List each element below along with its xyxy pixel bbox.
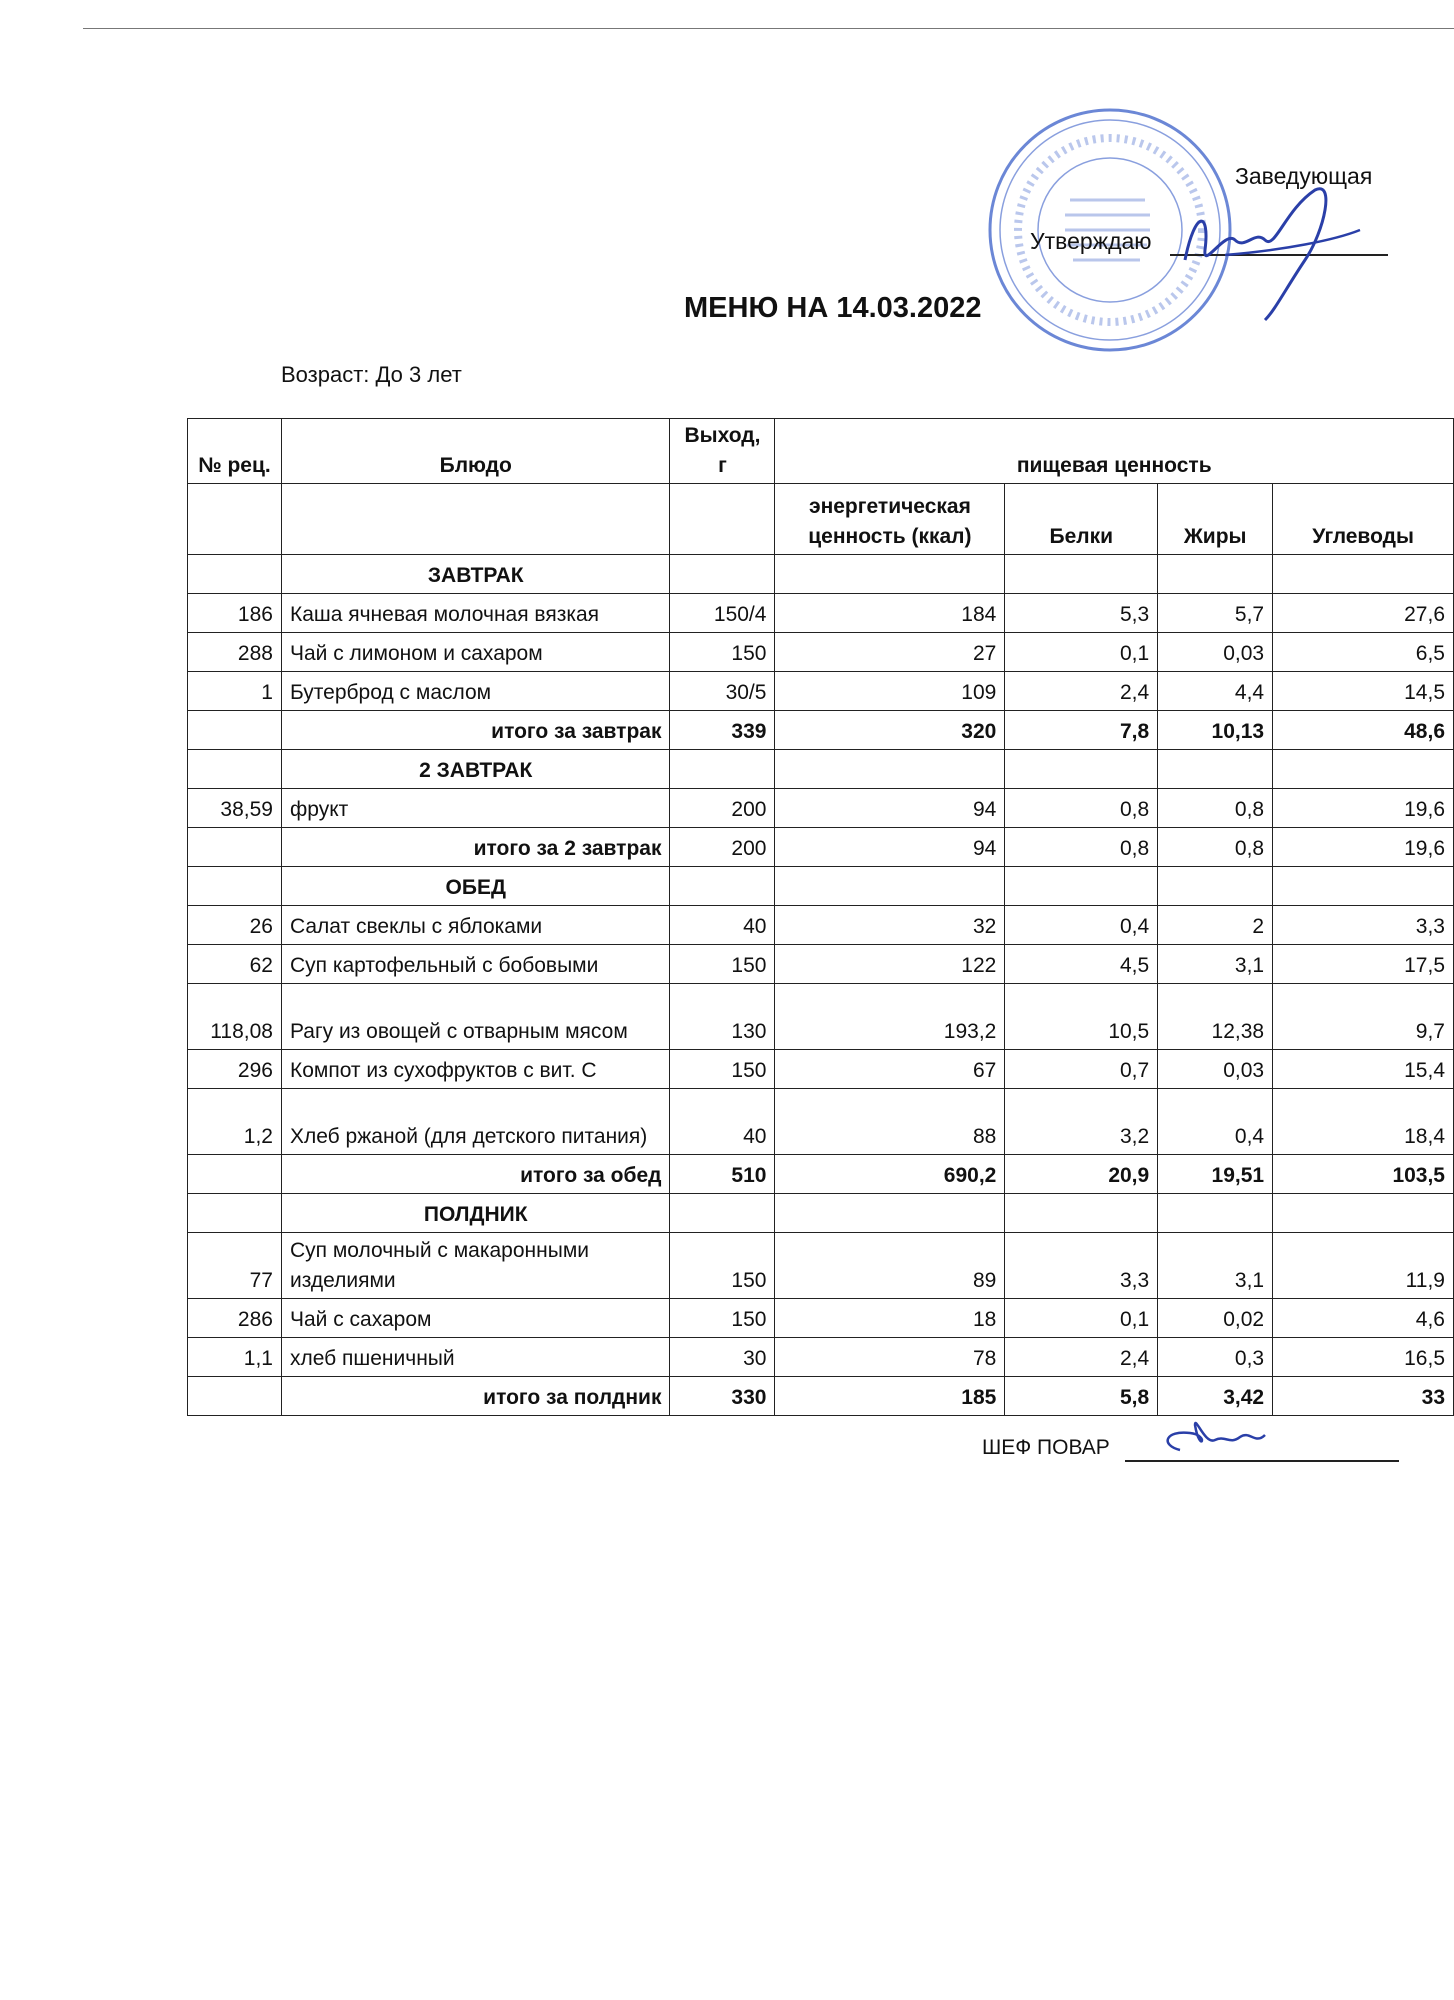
cell-carbs: [1273, 867, 1454, 906]
cell-carbs: 9,7: [1273, 984, 1454, 1050]
chef-signature: [1150, 1415, 1290, 1465]
cell-yield: 200: [670, 828, 775, 867]
cell-dish: Компот из сухофруктов с вит. С: [281, 1050, 670, 1089]
cell-no: [188, 711, 282, 750]
cell-carbs: [1273, 555, 1454, 594]
cell-energy: 78: [775, 1338, 1005, 1377]
cell-fat: 0,4: [1158, 1089, 1273, 1155]
cell-fat: [1158, 1194, 1273, 1233]
cell-energy: [775, 867, 1005, 906]
cell-yield: 150: [670, 1299, 775, 1338]
cell-yield: 30: [670, 1338, 775, 1377]
cell-yield: 150: [670, 945, 775, 984]
table-row: [188, 1233, 1454, 1299]
cell-protein: 3,3: [1005, 1233, 1158, 1299]
cell-fat: 3,1: [1158, 1233, 1273, 1299]
cell-energy: 88: [775, 1089, 1005, 1155]
cell-dish: Рагу из овощей с отварным мясом: [281, 984, 670, 1050]
cell-carbs: 15,4: [1273, 1050, 1454, 1089]
cell-fat: 0,8: [1158, 828, 1273, 867]
cell-carbs: 11,9: [1273, 1233, 1454, 1299]
cell-fat: 0,03: [1158, 1050, 1273, 1089]
cell-dish: Бутерброд с маслом: [281, 672, 670, 711]
cell-energy: 32: [775, 906, 1005, 945]
cell-yield: 40: [670, 1089, 775, 1155]
table-row: [188, 906, 1454, 945]
cell-energy: [775, 555, 1005, 594]
cell-dish: Хлеб ржаной (для детского питания): [281, 1089, 670, 1155]
cell-fat: 0,8: [1158, 789, 1273, 828]
cell-yield: 200: [670, 789, 775, 828]
cell-dish: Суп молочный с макаронными изделиями: [281, 1233, 670, 1299]
total-row: [188, 1377, 1454, 1416]
cell-dish: ПОЛДНИК: [281, 1194, 670, 1233]
header-carbs: Углеводы: [1273, 484, 1454, 555]
cell-protein: 20,9: [1005, 1155, 1158, 1194]
table-row: [188, 672, 1454, 711]
cell-protein: 5,3: [1005, 594, 1158, 633]
cell-protein: [1005, 555, 1158, 594]
cell-no: 286: [188, 1299, 282, 1338]
total-row: [188, 711, 1454, 750]
menu-table: [187, 418, 1454, 1416]
cell-dish: 2 ЗАВТРАК: [281, 750, 670, 789]
cell-fat: [1158, 867, 1273, 906]
header-row: [188, 419, 1454, 484]
cell-carbs: 19,6: [1273, 828, 1454, 867]
cell-carbs: 33: [1273, 1377, 1454, 1416]
top-rule: [83, 28, 1454, 29]
table-row: [188, 1299, 1454, 1338]
cell-no: 77: [188, 1233, 282, 1299]
cell-energy: 320: [775, 711, 1005, 750]
cell-carbs: 18,4: [1273, 1089, 1454, 1155]
cell-carbs: [1273, 1194, 1454, 1233]
cell-energy: [775, 750, 1005, 789]
table-row: [188, 789, 1454, 828]
cell-fat: 0,3: [1158, 1338, 1273, 1377]
cell-dish: Суп картофельный с бобовыми: [281, 945, 670, 984]
cell-dish: ЗАВТРАК: [281, 555, 670, 594]
cell-no: 1,1: [188, 1338, 282, 1377]
cell-no: 62: [188, 945, 282, 984]
cell-no: [188, 1155, 282, 1194]
chef-label: ШЕФ ПОВАР: [982, 1436, 1110, 1459]
section-row: [188, 555, 1454, 594]
cell-protein: 10,5: [1005, 984, 1158, 1050]
header-energy: энергетическая ценность (ккал): [775, 484, 1005, 555]
cell-dish: фрукт: [281, 789, 670, 828]
cell-protein: 5,8: [1005, 1377, 1158, 1416]
cell-yield: 40: [670, 906, 775, 945]
cell-protein: 0,8: [1005, 828, 1158, 867]
cell-yield: 150: [670, 1233, 775, 1299]
cell-no: [188, 1377, 282, 1416]
cell-yield: 150: [670, 633, 775, 672]
table-row: [188, 594, 1454, 633]
cell-fat: [1158, 555, 1273, 594]
cell-fat: 3,1: [1158, 945, 1273, 984]
cell-energy: 184: [775, 594, 1005, 633]
cell-yield: 150/4: [670, 594, 775, 633]
table-row: [188, 1050, 1454, 1089]
cell-yield: 150: [670, 1050, 775, 1089]
cell-energy: 27: [775, 633, 1005, 672]
cell-dish: Салат свеклы с яблоками: [281, 906, 670, 945]
cell-carbs: 6,5: [1273, 633, 1454, 672]
cell-protein: 0,1: [1005, 1299, 1158, 1338]
header-fat: Жиры: [1158, 484, 1273, 555]
cell-dish: итого за завтрак: [281, 711, 670, 750]
table-row: [188, 984, 1454, 1050]
cell-dish: Чай с лимоном и сахаром: [281, 633, 670, 672]
cell-dish: итого за полдник: [281, 1377, 670, 1416]
cell-energy: 690,2: [775, 1155, 1005, 1194]
cell-dish: итого за 2 завтрак: [281, 828, 670, 867]
header-empty: [281, 484, 670, 555]
header-recipe-no: № рец.: [188, 419, 282, 484]
cell-no: 186: [188, 594, 282, 633]
cell-fat: [1158, 750, 1273, 789]
cell-no: [188, 867, 282, 906]
cell-protein: [1005, 750, 1158, 789]
cell-energy: 89: [775, 1233, 1005, 1299]
cell-fat: 12,38: [1158, 984, 1273, 1050]
cell-energy: 193,2: [775, 984, 1005, 1050]
cell-no: 118,08: [188, 984, 282, 1050]
cell-protein: 0,4: [1005, 906, 1158, 945]
cell-energy: 185: [775, 1377, 1005, 1416]
cell-energy: 18: [775, 1299, 1005, 1338]
cell-dish: итого за обед: [281, 1155, 670, 1194]
cell-carbs: 103,5: [1273, 1155, 1454, 1194]
header-protein: Белки: [1005, 484, 1158, 555]
cell-no: 1,2: [188, 1089, 282, 1155]
cell-fat: 19,51: [1158, 1155, 1273, 1194]
cell-protein: 7,8: [1005, 711, 1158, 750]
cell-yield: 30/5: [670, 672, 775, 711]
cell-no: 26: [188, 906, 282, 945]
approver-position: Заведующая: [1235, 163, 1373, 189]
header-subrow: [188, 484, 1454, 555]
cell-no: [188, 750, 282, 789]
cell-protein: 0,8: [1005, 789, 1158, 828]
cell-yield: [670, 555, 775, 594]
cell-energy: 94: [775, 789, 1005, 828]
cell-yield: 330: [670, 1377, 775, 1416]
cell-fat: 4,4: [1158, 672, 1273, 711]
cell-carbs: 48,6: [1273, 711, 1454, 750]
cell-fat: 0,03: [1158, 633, 1273, 672]
cell-energy: 122: [775, 945, 1005, 984]
header-yield: Выход, г: [670, 419, 775, 484]
cell-no: [188, 555, 282, 594]
header-empty: [670, 484, 775, 555]
cell-energy: 67: [775, 1050, 1005, 1089]
cell-protein: 4,5: [1005, 945, 1158, 984]
cell-dish: ОБЕД: [281, 867, 670, 906]
cell-energy: 94: [775, 828, 1005, 867]
section-row: [188, 1194, 1454, 1233]
total-row: [188, 828, 1454, 867]
cell-no: 288: [188, 633, 282, 672]
cell-carbs: 4,6: [1273, 1299, 1454, 1338]
cell-protein: 2,4: [1005, 1338, 1158, 1377]
cell-energy: [775, 1194, 1005, 1233]
cell-fat: 10,13: [1158, 711, 1273, 750]
approve-label: Утверждаю: [1030, 228, 1152, 254]
cell-yield: 510: [670, 1155, 775, 1194]
cell-carbs: 16,5: [1273, 1338, 1454, 1377]
total-row: [188, 1155, 1454, 1194]
cell-carbs: 27,6: [1273, 594, 1454, 633]
cell-dish: Чай с сахаром: [281, 1299, 670, 1338]
cell-yield: 130: [670, 984, 775, 1050]
cell-carbs: [1273, 750, 1454, 789]
cell-fat: 5,7: [1158, 594, 1273, 633]
cell-yield: [670, 1194, 775, 1233]
cell-no: [188, 828, 282, 867]
cell-yield: 339: [670, 711, 775, 750]
cell-fat: 0,02: [1158, 1299, 1273, 1338]
header-nutrition: пищевая ценность: [775, 419, 1454, 484]
cell-protein: 0,7: [1005, 1050, 1158, 1089]
cell-protein: [1005, 1194, 1158, 1233]
cell-no: [188, 1194, 282, 1233]
cell-no: 296: [188, 1050, 282, 1089]
cell-energy: 109: [775, 672, 1005, 711]
section-row: [188, 867, 1454, 906]
cell-yield: [670, 750, 775, 789]
cell-no: 1: [188, 672, 282, 711]
cell-protein: [1005, 867, 1158, 906]
page-title: МЕНЮ НА 14.03.2022: [684, 292, 982, 324]
cell-protein: 0,1: [1005, 633, 1158, 672]
table-row: [188, 1089, 1454, 1155]
cell-yield: [670, 867, 775, 906]
table-row: [188, 1338, 1454, 1377]
table-row: [188, 945, 1454, 984]
cell-carbs: 19,6: [1273, 789, 1454, 828]
cell-protein: 3,2: [1005, 1089, 1158, 1155]
header-dish: Блюдо: [281, 419, 670, 484]
section-row: [188, 750, 1454, 789]
table-row: [188, 633, 1454, 672]
cell-no: 38,59: [188, 789, 282, 828]
cell-dish: хлеб пшеничный: [281, 1338, 670, 1377]
cell-fat: 2: [1158, 906, 1273, 945]
cell-fat: 3,42: [1158, 1377, 1273, 1416]
header-empty: [188, 484, 282, 555]
age-group: Возраст: До 3 лет: [281, 362, 462, 387]
cell-protein: 2,4: [1005, 672, 1158, 711]
cell-carbs: 14,5: [1273, 672, 1454, 711]
cell-carbs: 3,3: [1273, 906, 1454, 945]
cell-carbs: 17,5: [1273, 945, 1454, 984]
director-signature: [1165, 170, 1365, 330]
cell-dish: Каша ячневая молочная вязкая: [281, 594, 670, 633]
